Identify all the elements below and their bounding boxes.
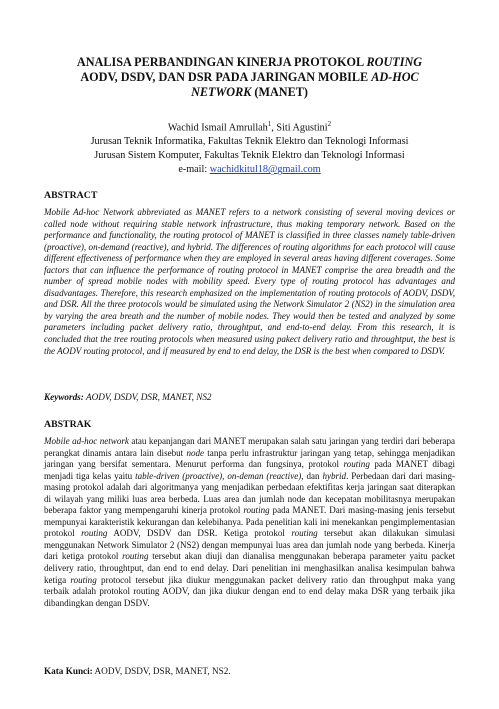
abstrak-text: Mobile ad-hoc network atau kepanjangan dari MANET merupakan salah satu jaringan yang terdiri dari beberapa perangkat dinamis antara lain disebut node tanpa perlu infrastruktur jaringan yang tetap, sehingga menjadikan jaringan yang bersifat sementara. Menurut performa dan fungsinya, protokol routing pada MANET dibagi menjadi tiga kelas yaitu table-driven (proactive), on-deman (reactive), dan hybrid. Perbedaan dari dari masing-masing protokol adalah dari algoritmanya yang menjadikan perbedaan efektifitas kerja jaringan saat diterapkan di wilayah yang miliki luas area berbeda. Luas area dan jumlah node dan kecepatan mobilitasnya merupakan beberapa faktor yang mempengaruhi kinerja protokol routing pada MANET. Dari masing-masing jenis tersebut mempunyai karakteristik kekurangan dan kelebihanya. Pada penelitian kali ini menekankan pengimplementasian protokol routing AODV, DSDV dan DSR. Ketiga protokol routing tersebut akan dilakukan simulasi menggunakan Network Simulator 2 (NS2) dengan mempunyai luas area dan jumlah node yang berbeda. Kinerja dari ketiga protokol routing tersebut akan diuji dan dianalisa menggunakan beberapa parameter yaitu packet delivery ratio, throughtput, dan end to end delay. Dari penelitian ini menghasilkan analisa kesimpulan bahwa ketiga routing protocol tersebut jika diukur menggunakan packet delivery ratio dan throughput maka yang terbaik adalah protokol routing AODV, dan jika diukur dengan end to end delay maka DSR yang terbaik jika dibandingkan dengan DSDV. [44,436,456,608]
abstract-heading: ABSTRACT [44,190,98,201]
email-label: e-mail: [178,164,208,176]
title-line-1: ANALISA PERBANDINGAN KINERJA PROTOKOL ROUTING [76,55,423,69]
affiliation-2: Jurusan Sistem Komputer, Fakultas Teknik Elektro dan Teknologi Informasi [94,150,405,162]
kata-kunci-label: Kata Kunci: [44,666,93,676]
affiliation-1: Jurusan Teknik Informatika, Fakultas Teknik Elektro dan Teknologi Informasi [90,136,409,148]
abstrak-heading: ABSTRAK [44,419,92,430]
kata-kunci-value: AODV, DSDV, DSR, MANET, NS2. [94,666,231,676]
title-line-3: NETWORK (MANET) [191,85,308,100]
keywords-value: AODV, DSDV, DSR, MANET, NS2 [85,392,212,402]
paper-title [40,55,459,101]
title-line-2: AODV, DSDV, DAN DSR PADA JARINGAN MOBILE AD-HOC [80,70,419,85]
author-names: Wachid Ismail Amrullah$^1$, Siti Agustini$^2$ [167,120,332,134]
keywords-label: Keywords: [44,392,84,402]
abstract-text: Mobile Ad-hoc Network abbreviated as MANET refers to a network consisting of several moving devices or called node without requiring stable network infrastructure, thus making temporary network. Based on the performance and functionality, the routing protocol of MANET is classified in three classes namely table-driven (proactive), on-demand (reactive), and hybrid. The differences of routing algorithms for each protocol will cause different effectiveness of performance when they are employed in several areas having different coverages. Some factors that can influence the performance of routing protocol in MANET comprise the area breadth and the number of spread mobile nodes with mobility speed. Every type of routing protocol has advantages and disadvantages. Therefore, this research emphasized on the implementation of routing protocols of AODV, DSDV, and DSR. All the three protocols would be simulated using the Network Simulator 2 (NS2) in the simulation area by varying the area breath and the number of mobile nodes. They would then be tested and analyzed by some parameters including packet delivery ratio, throughtput, and end-to-end delay. From this research, it is concluded that the tree routing protocols when measured using pakect delivery ratio and throughtput, the best is the AODV routing protocol, and if measured by end to end delay, the DSR is the best when compared to DSDV. [44,207,455,356]
email-link[interactable]: wachidkitul18@gmail.com [209,164,321,176]
abstract-keywords [44,391,455,403]
email-line [40,163,459,177]
abstrak-keywords [44,665,455,677]
author-block [40,117,459,177]
